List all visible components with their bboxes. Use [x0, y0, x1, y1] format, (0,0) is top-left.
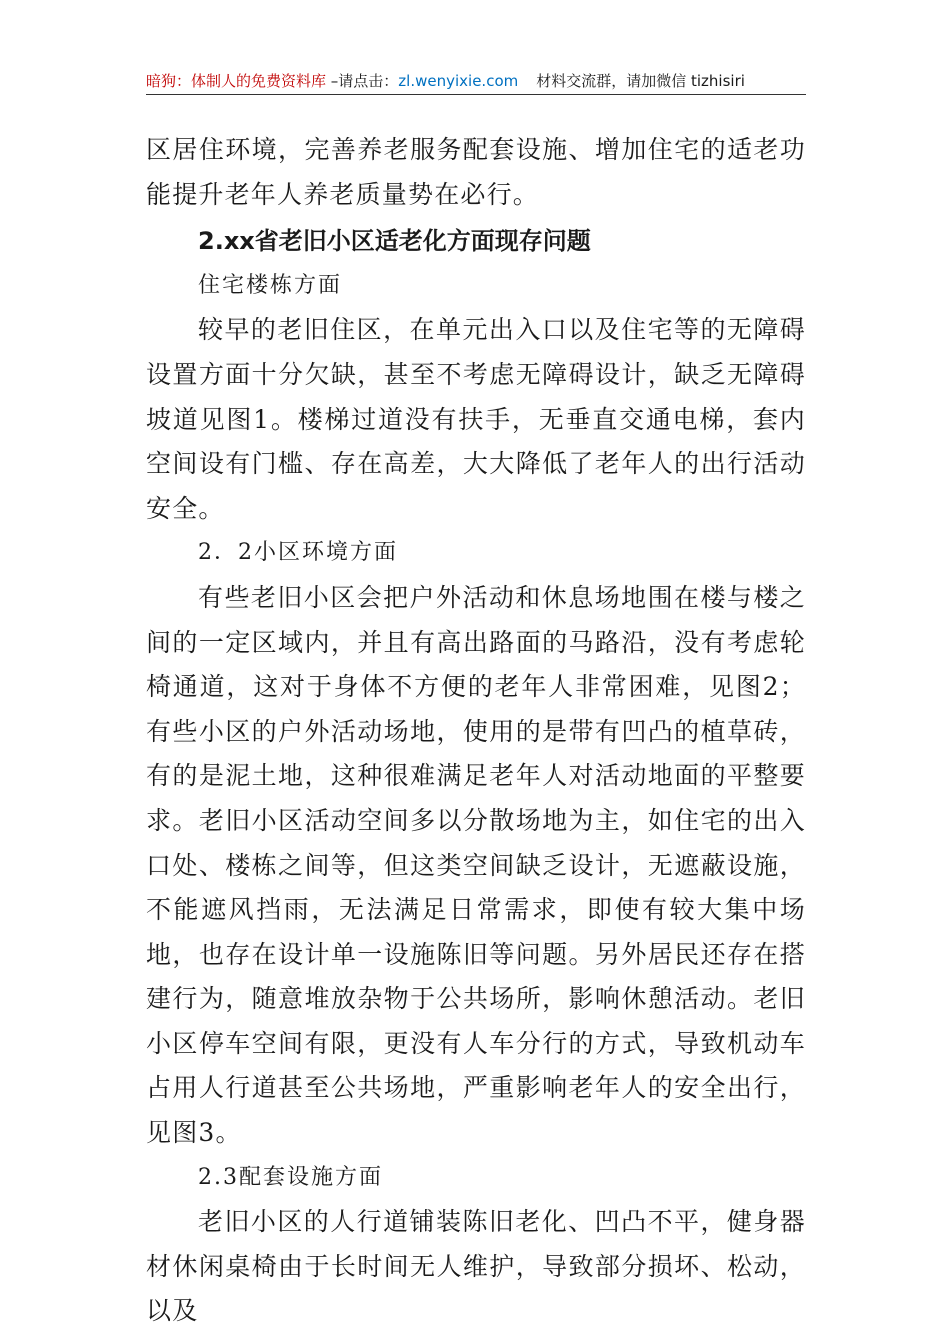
header-link[interactable]: zl.wenyixie.com: [398, 72, 519, 90]
section-heading: 2.xx省老旧小区适老化方面现存问题: [198, 227, 591, 256]
subheading-environment: 2．2小区环境方面: [198, 540, 398, 566]
paragraph-facilities: 老旧小区的人行道铺装陈旧老化、凹凸不平，健身器材休闲桌椅由于长时间无人维护，导致部分损坏、松动，以及: [146, 1207, 806, 1326]
paragraph-environment: 有些老旧小区会把户外活动和休息场地围在楼与楼之间的一定区域内，并且有高出路面的马路沿，没有考虑轮椅通道，这对于身体不方便的老年人非常困难，见图2；有些小区的户外活动场地，使用的是带有凹凸的植草砖，有的是泥土地，这种很难满足老年人对活动地面的平整要求。老旧小区活动空间多以分散场地为主，如住宅的出入口处、楼栋之间等，但这类空间缺乏设计，无遮蔽设施，不能遮风挡雨，无法满足日常需求，即使有较大集中场地，也存在设计单一设施陈旧等问题。另外居民还存在搭建行为，随意堆放杂物于公共场所，影响休憩活动。老旧小区停车空间有限，更没有人车分行的方式，导致机动车占用人行道甚至公共场地，严重影响老年人的安全出行，见图3。: [146, 582, 806, 1148]
paragraph-intro: 区居住环境，完善养老服务配套设施、增加住宅的适老功能提升老年人养老质量势在必行。: [146, 135, 806, 209]
subheading-building: 住宅楼栋方面: [198, 272, 343, 298]
subheading-facilities: 2.3配套设施方面: [198, 1164, 383, 1190]
paragraph-building: 较早的老旧住区，在单元出入口以及住宅等的无障碍设置方面十分欠缺，甚至不考虑无障碍设计，缺乏无障碍坡道见图1。楼梯过道没有扶手，无垂直交通电梯，套内空间设有门槛、存在高差，大大降低了老年人的出行活动安全。: [146, 315, 806, 523]
page-header: [146, 68, 806, 95]
header-wechat-note: 材料交流群，请加微信 tizhisiri: [536, 72, 745, 90]
document-body: [146, 128, 806, 1334]
header-prompt: –请点击：: [326, 72, 399, 90]
header-brand: 暗狗：体制人的免费资料库: [146, 72, 327, 90]
